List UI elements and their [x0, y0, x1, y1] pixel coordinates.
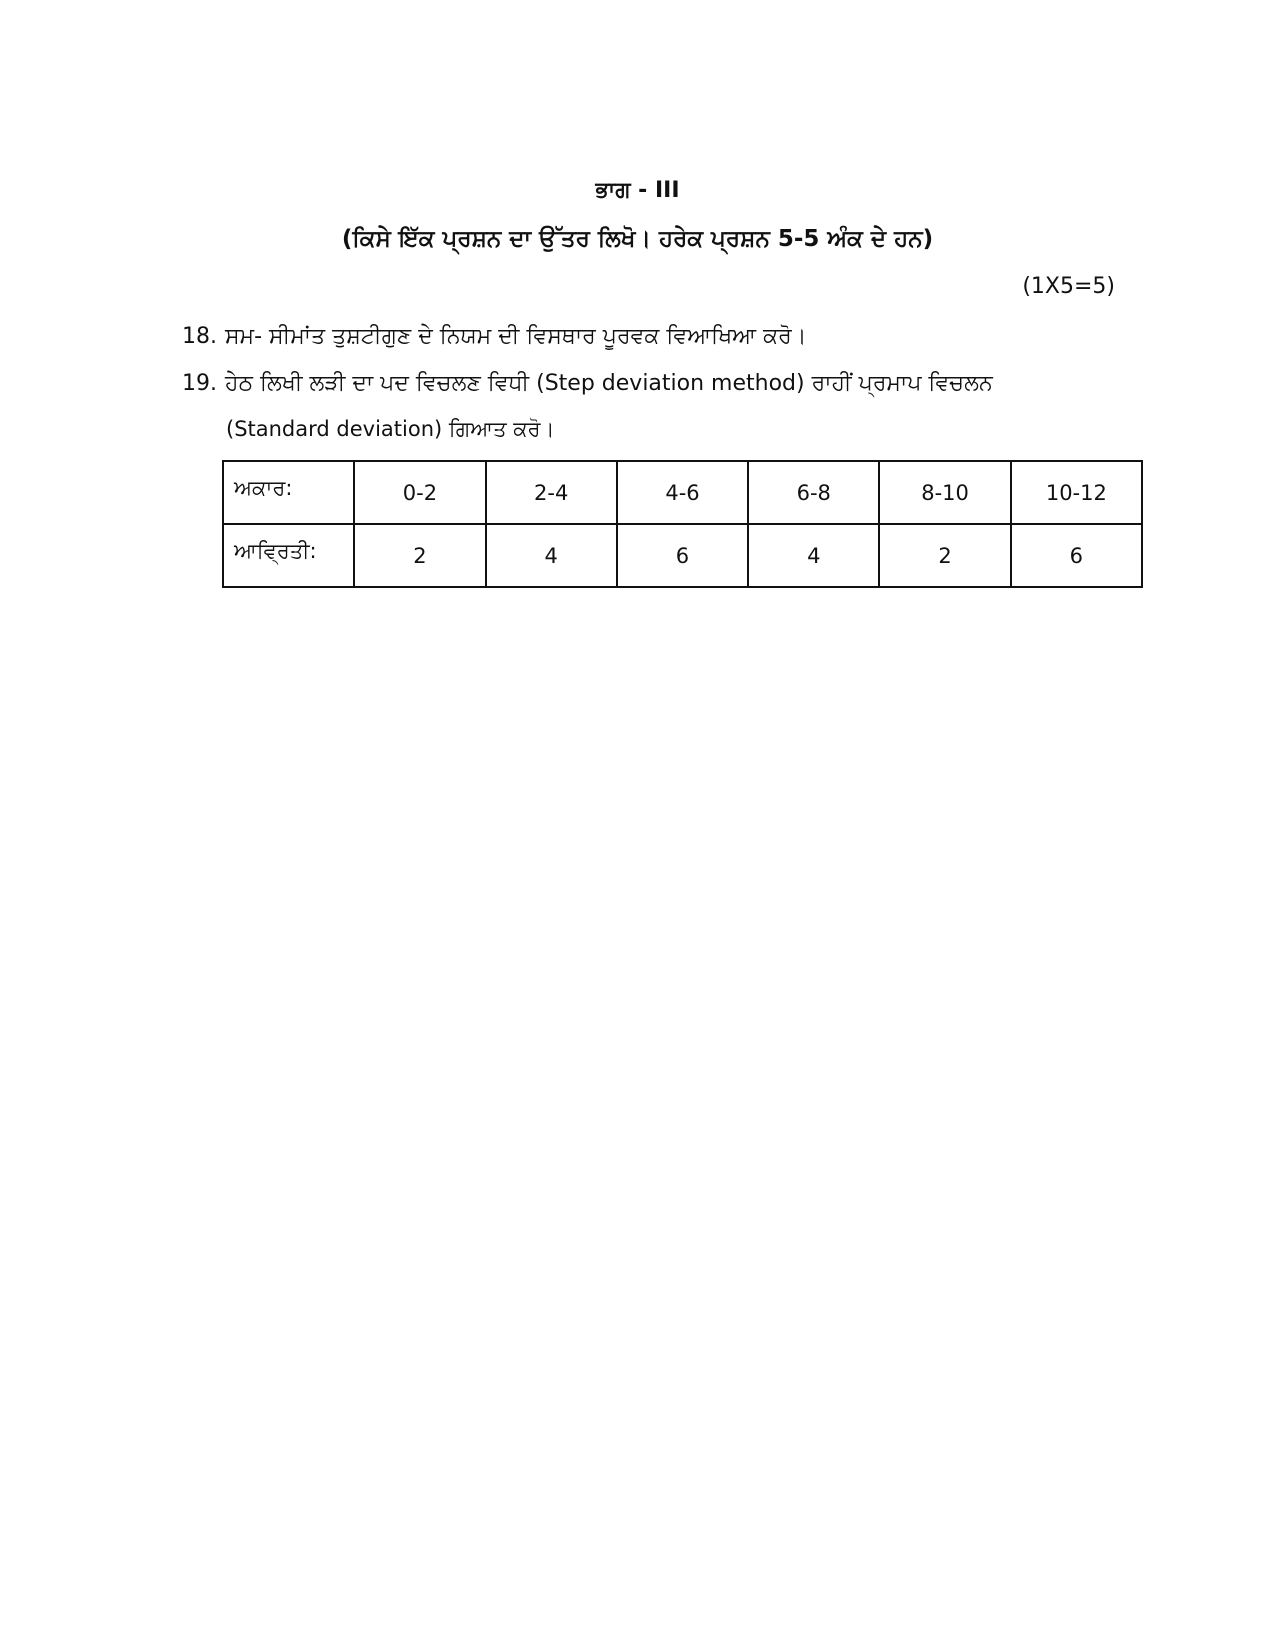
section-instruction: (ਕਿਸੇ ਇੱਕ ਪ੍ਰਸ਼ਨ ਦਾ ਉੱਤਰ ਲਿਖੋ। ਹਰੇਕ ਪ੍ਰਸ਼ਨ 5-5 ਅੰਕ ਦੇ ਹਨ)	[341, 226, 934, 252]
question-text: ਸਮ- ਸੀਮਾਂਤ ਤੁਸ਼ਟੀਗੁਣ ਦੇ ਨਿਯਮ ਦੀ ਵਿਸਥਾਰ ਪੂਰਵਕ ਵਿਆਖਿਆ ਕਰੋ।	[225, 324, 807, 349]
table-cell: 10-12	[1011, 461, 1142, 524]
row-label-frequency: ਆਵ੍ਰਿਤੀ:	[223, 524, 354, 587]
question-19	[182, 369, 1142, 399]
section-title: ਭਾਗ - III	[595, 178, 680, 203]
table-cell: 4	[748, 524, 879, 587]
question-19-continuation: (Standard deviation) ਗਿਆਤ ਕਰੋ।	[226, 417, 555, 441]
table-cell: 2-4	[486, 461, 617, 524]
table-cell: 8-10	[879, 461, 1010, 524]
table-cell: 2	[879, 524, 1010, 587]
question-text: ਹੇਠ ਲਿਖੀ ਲੜੀ ਦਾ ਪਦ ਵਿਚਲਣ ਵਿਧੀ (Step deviation method) ਰਾਹੀਂ ਪ੍ਰਮਾਪ ਵਿਚਲਨ	[225, 371, 993, 396]
question-number: 19.	[182, 371, 217, 396]
row-label-size: ਅਕਾਰ:	[223, 461, 354, 524]
question-number: 18.	[182, 324, 217, 349]
table-row-frequencies	[223, 524, 1142, 587]
table-cell: 4	[486, 524, 617, 587]
table-row-classes	[223, 461, 1142, 524]
table-cell: 4-6	[617, 461, 748, 524]
marks-allocation: (1X5=5)	[1022, 274, 1115, 299]
question-18	[182, 322, 1142, 352]
table-cell: 2	[354, 524, 485, 587]
table-cell: 0-2	[354, 461, 485, 524]
table-cell: 6	[617, 524, 748, 587]
table-cell: 6-8	[748, 461, 879, 524]
frequency-table	[222, 460, 1143, 588]
table-cell: 6	[1011, 524, 1142, 587]
